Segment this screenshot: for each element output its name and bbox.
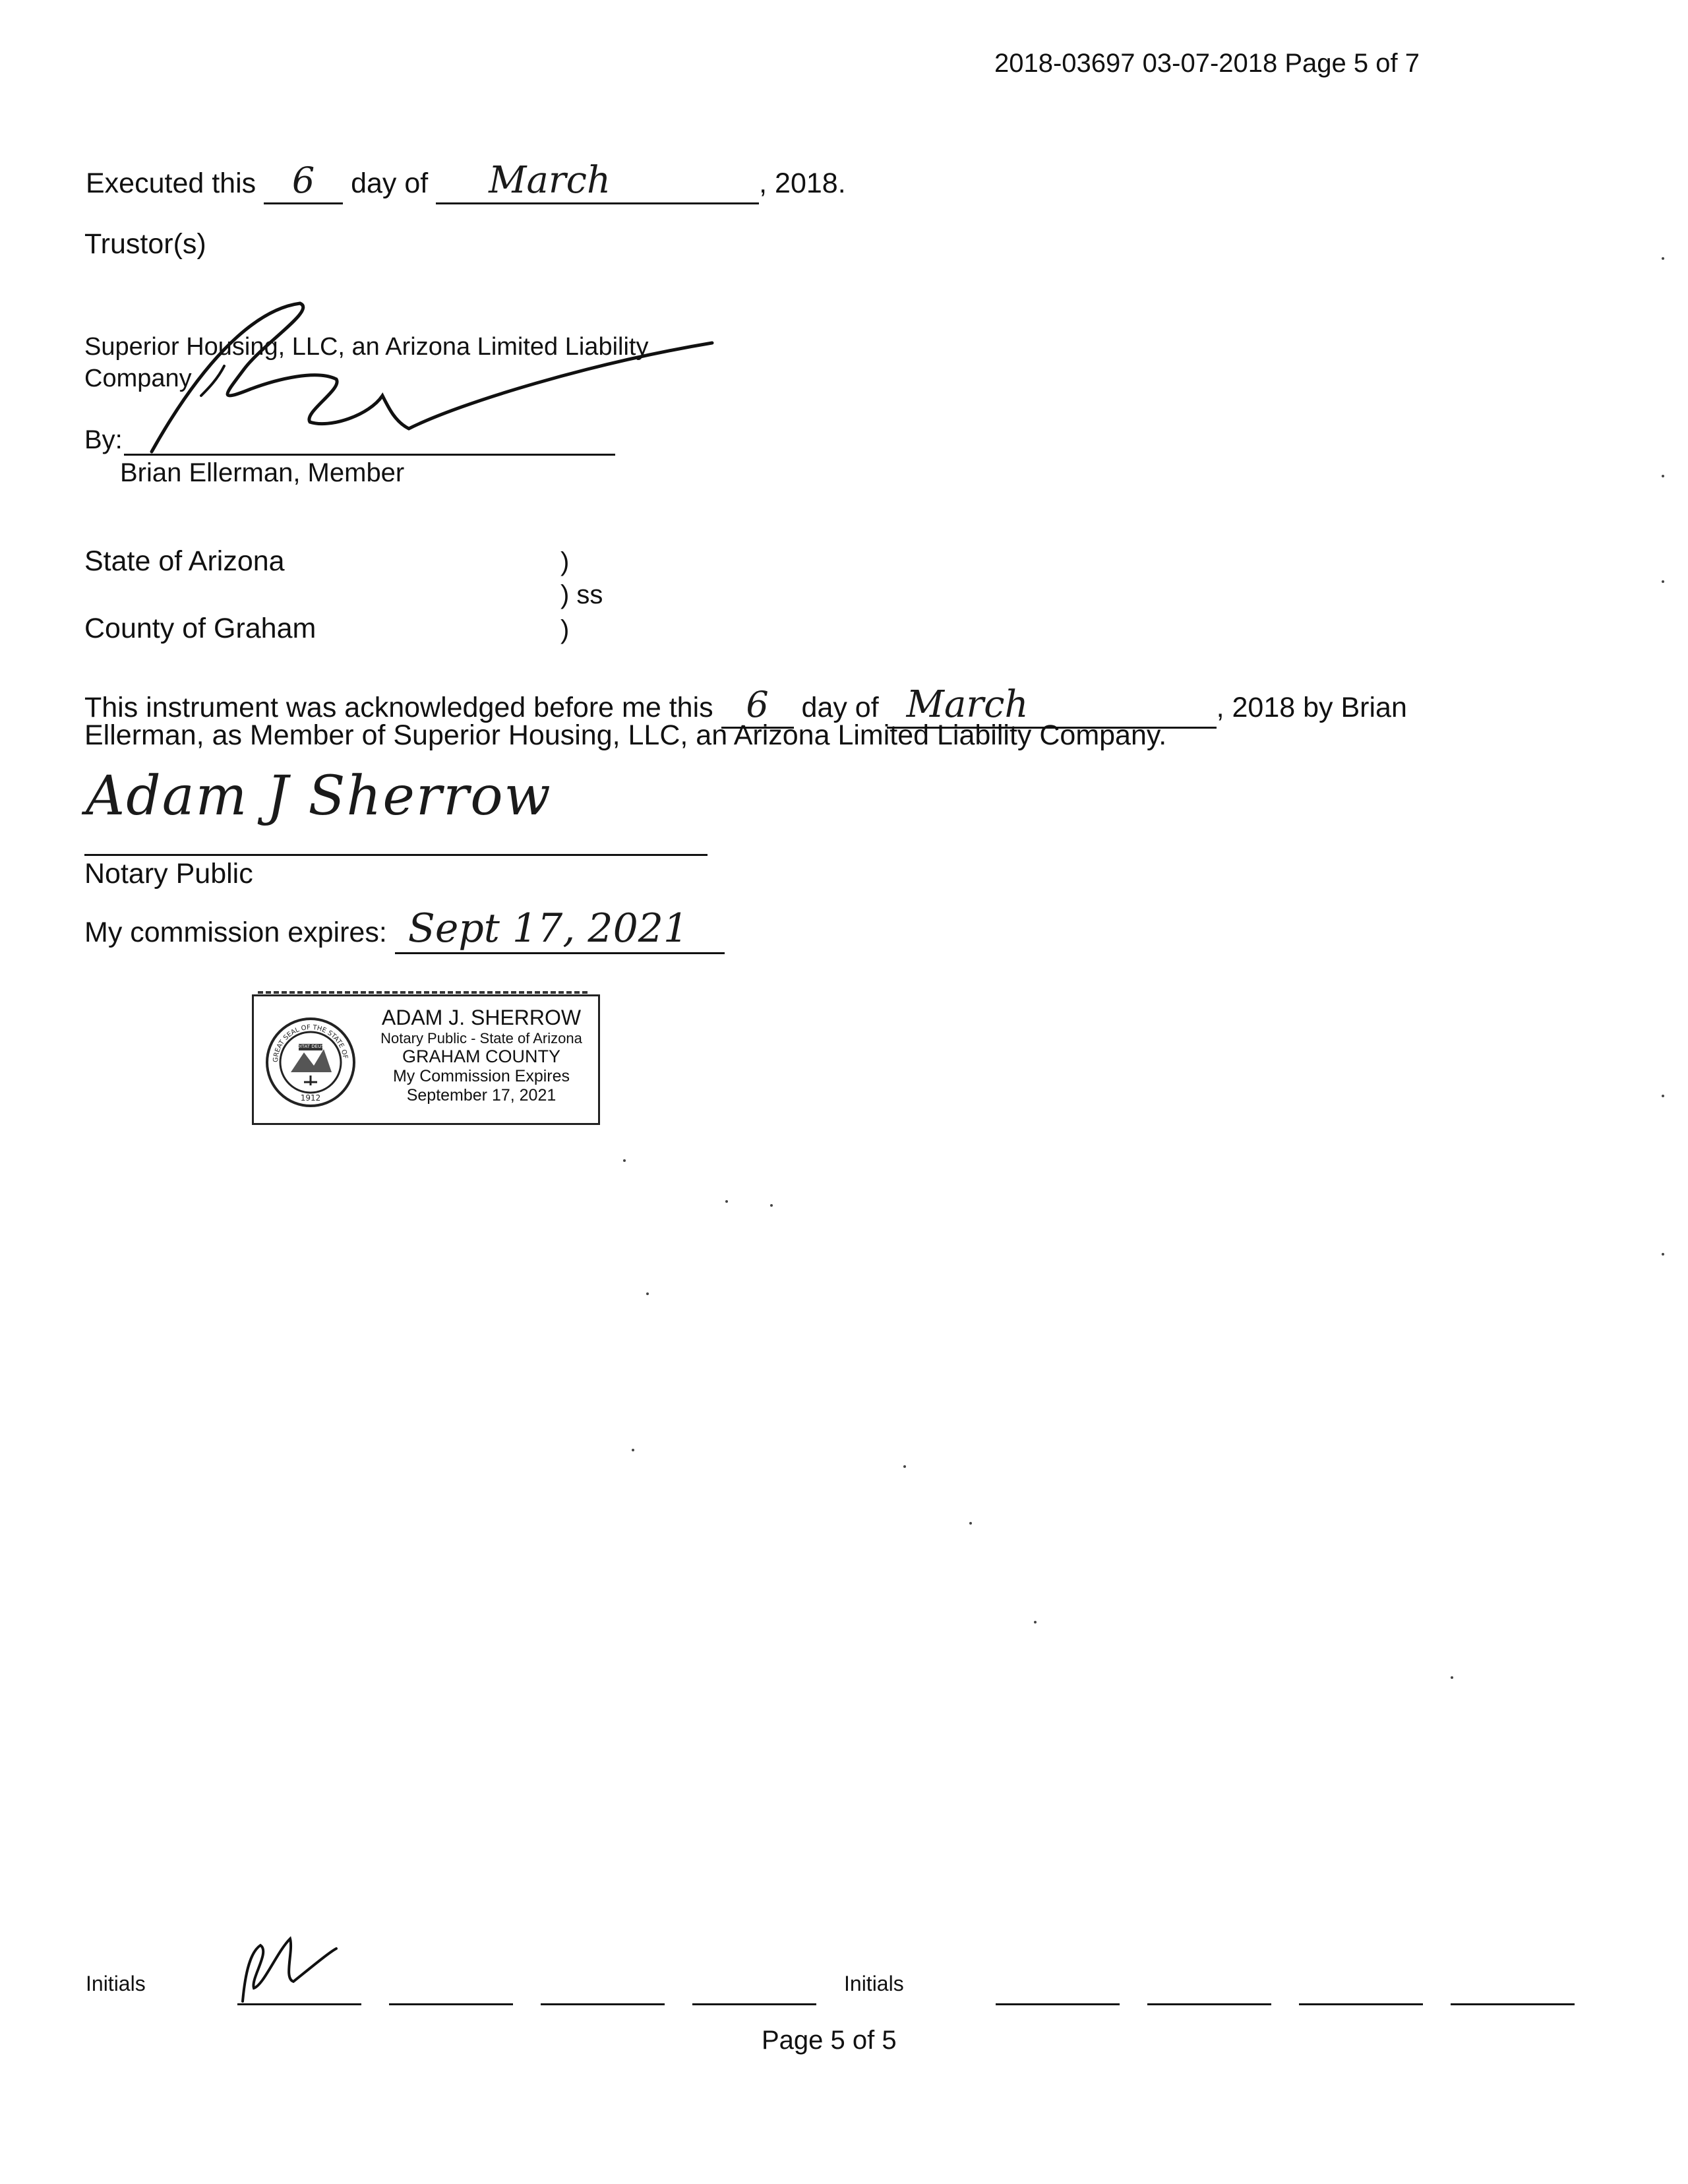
notary-signature: Adam J Sherrow	[86, 765, 552, 828]
venue-state: State of Arizona	[84, 545, 285, 577]
scan-speck	[903, 1465, 906, 1468]
stamp-line4: My Commission Expires	[392, 1067, 570, 1086]
venue-paren-bottom: )	[560, 615, 570, 644]
notary-title: Notary Public	[84, 858, 253, 890]
initials-line-1	[237, 2003, 361, 2005]
stamp-county: GRAHAM COUNTY	[402, 1046, 560, 1067]
trustor-signer-name: Brian Ellerman, Member	[120, 458, 405, 487]
scan-speck	[646, 1292, 649, 1295]
initials-line-6	[1147, 2003, 1271, 2005]
acknowledgment-line2: Ellerman, as Member of Superior Housing, LLC, an Arizona Limited Liability Company.	[84, 719, 1167, 751]
ack-suffix: , 2018 by Brian	[1216, 692, 1407, 723]
scan-speck	[632, 1449, 634, 1451]
ack-day-value: 6	[746, 684, 769, 725]
initials-right-label: Initials	[844, 1972, 904, 1995]
commission-label: My commission expires:	[84, 917, 387, 948]
seal-motto: DITAT DEUS	[297, 1044, 324, 1049]
scan-speck	[770, 1204, 773, 1207]
initials-left-label: Initials	[86, 1972, 146, 1995]
ack-day-of: day of	[801, 692, 879, 723]
initials-line-3	[541, 2003, 665, 2005]
scan-speck	[969, 1522, 972, 1525]
execution-month-value: March	[489, 159, 611, 202]
execution-prefix: Executed this	[86, 167, 256, 199]
scan-speck	[1662, 1253, 1664, 1256]
execution-year: , 2018.	[759, 167, 846, 199]
scan-speck	[725, 1200, 728, 1203]
trustor-heading: Trustor(s)	[84, 228, 206, 260]
trustor-entity-line2: Company	[84, 364, 192, 392]
scan-speck	[1662, 257, 1664, 260]
page-number: Page 5 of 5	[762, 2026, 897, 2055]
scan-speck	[1662, 1095, 1664, 1097]
commission-value: Sept 17, 2021	[407, 905, 689, 952]
scan-speck	[1451, 1676, 1453, 1679]
by-label: By:	[84, 425, 123, 454]
scan-speck	[1662, 580, 1664, 583]
scan-speck	[1662, 475, 1664, 477]
venue-county: County of Graham	[84, 613, 316, 644]
stamp-line2: Notary Public - State of Arizona	[380, 1029, 582, 1046]
ack-prefix: This instrument was acknowledged before me this	[84, 692, 713, 723]
initials-line-8	[1451, 2003, 1575, 2005]
ack-month-value: March	[906, 683, 1029, 726]
stamp-expires: September 17, 2021	[406, 1085, 557, 1105]
recording-reference: 2018-03697 03-07-2018 Page 5 of 7	[994, 49, 1420, 78]
stamp-name: ADAM J. SHERROW	[381, 1006, 582, 1029]
execution-day-value: 6	[291, 160, 315, 201]
seal-year: 1912	[300, 1093, 321, 1103]
initials-line-5	[996, 2003, 1120, 2005]
seal-text: GREAT SEAL OF THE STATE OF ARIZONA	[262, 1011, 349, 1063]
initials-line-7	[1299, 2003, 1423, 2005]
scan-speck	[1034, 1621, 1037, 1623]
initials-line-2	[389, 2003, 513, 2005]
scan-speck	[623, 1159, 626, 1162]
trustor-entity-line1: Superior Housing, LLC, an Arizona Limited Liability	[84, 333, 649, 361]
venue-paren-top: )	[560, 547, 570, 576]
venue-ss: ) ss	[560, 580, 603, 609]
initials-line-4	[692, 2003, 816, 2005]
execution-day-of: day of	[351, 167, 429, 199]
